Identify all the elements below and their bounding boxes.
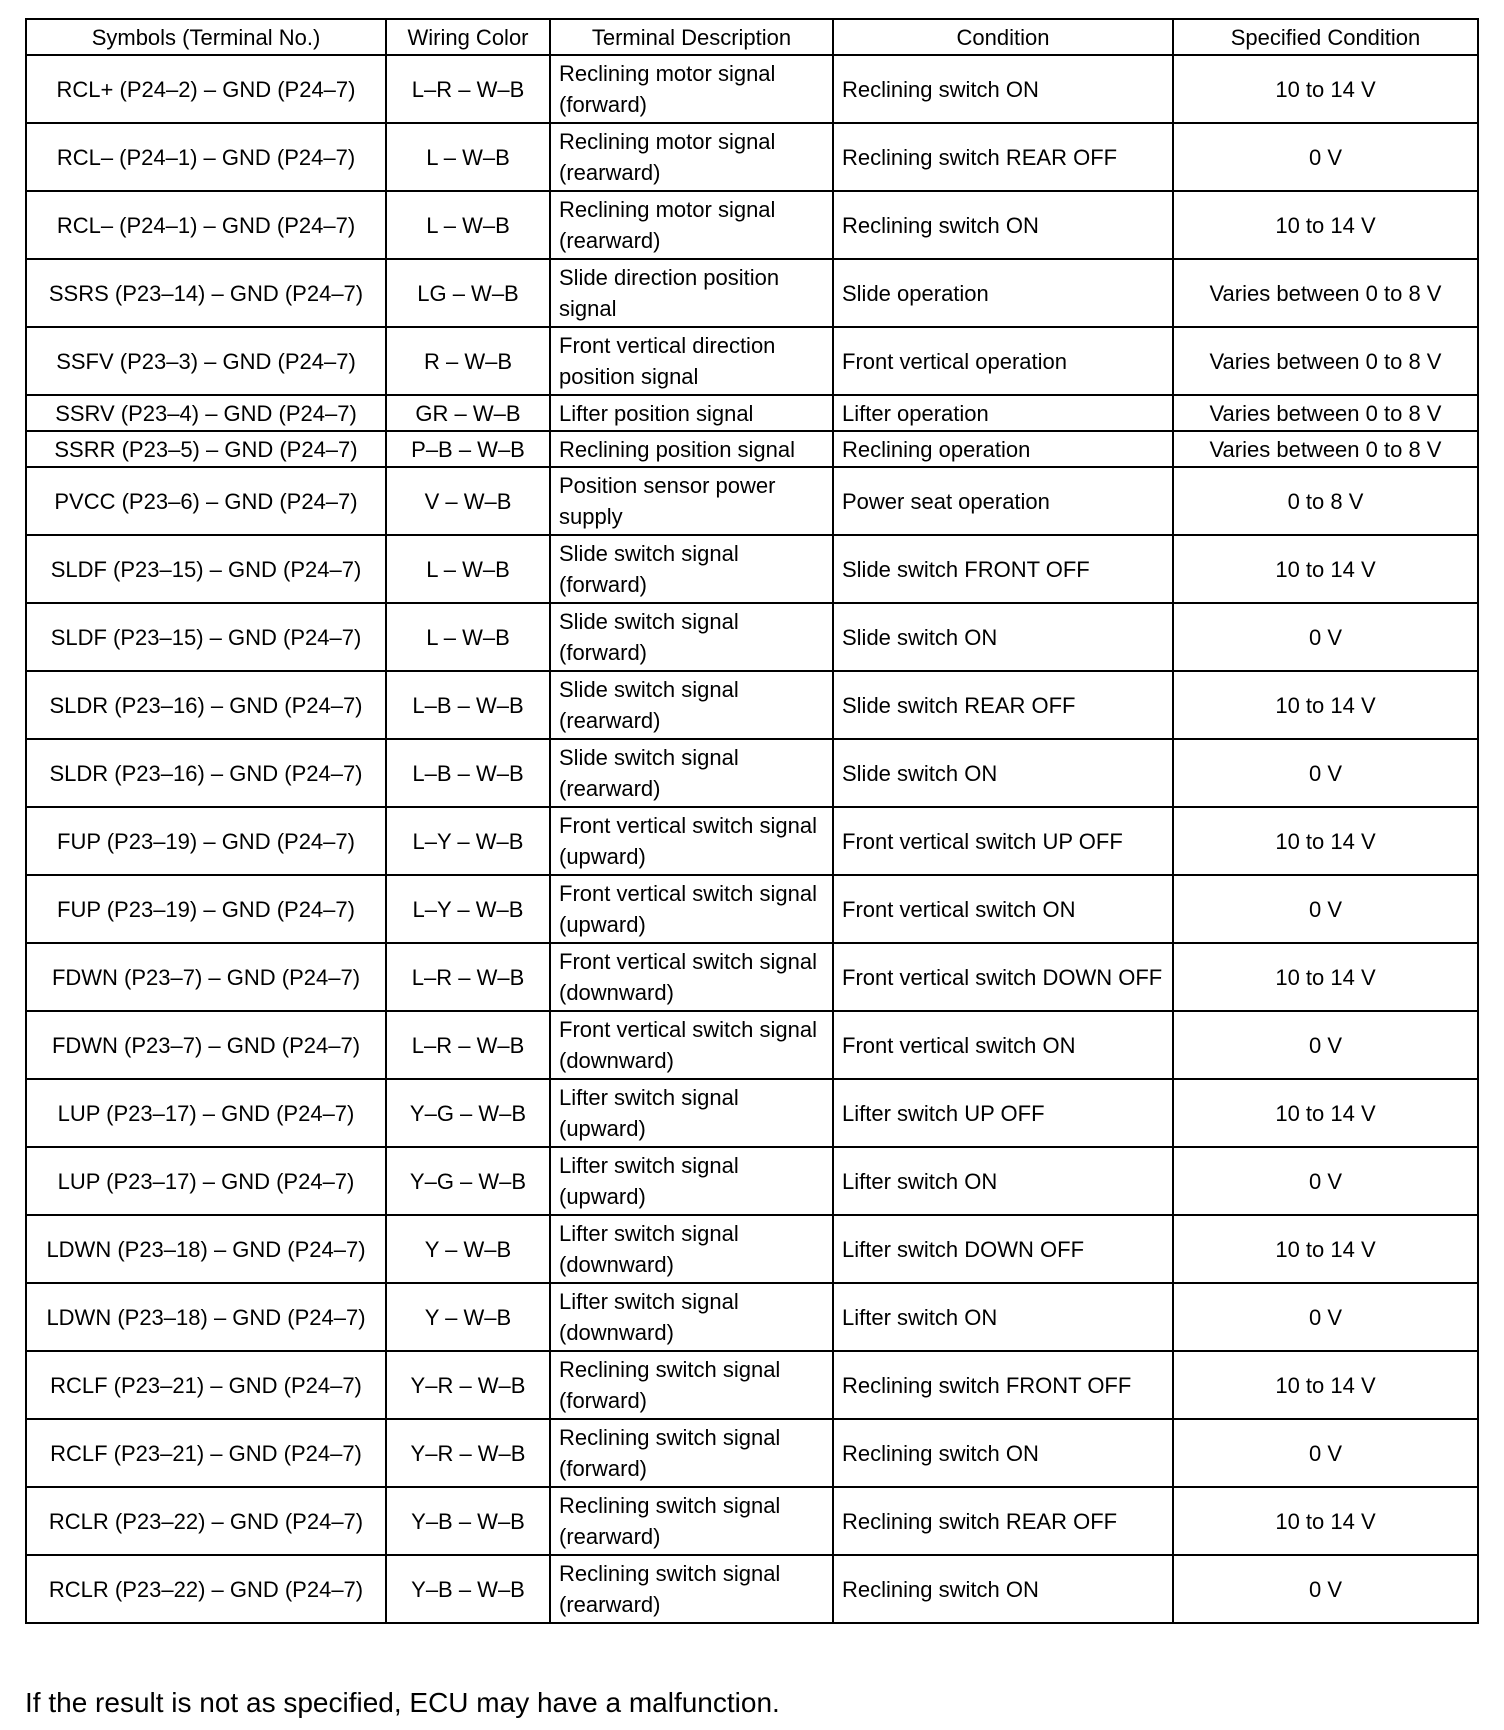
table-row [26, 191, 1478, 259]
cell-wiring-color: P–B – W–B [386, 431, 550, 467]
cell-wiring-color: Y – W–B [386, 1215, 550, 1283]
cell-wiring-color: Y–B – W–B [386, 1555, 550, 1623]
cell-condition: Slide switch FRONT OFF [833, 535, 1173, 603]
cell-terminal-description: Front vertical switch signal (upward) [550, 807, 833, 875]
cell-symbols: SSRS (P23–14) – GND (P24–7) [26, 259, 386, 327]
cell-condition: Lifter switch DOWN OFF [833, 1215, 1173, 1283]
cell-specified-condition: 0 V [1173, 875, 1478, 943]
cell-wiring-color: L–Y – W–B [386, 875, 550, 943]
cell-terminal-description: Reclining switch signal (forward) [550, 1419, 833, 1487]
cell-specified-condition: 0 to 8 V [1173, 467, 1478, 535]
cell-terminal-description: Slide switch signal (forward) [550, 603, 833, 671]
cell-specified-condition: Varies between 0 to 8 V [1173, 431, 1478, 467]
table-row [26, 1283, 1478, 1351]
cell-wiring-color: Y–G – W–B [386, 1079, 550, 1147]
cell-wiring-color: GR – W–B [386, 395, 550, 431]
cell-symbols: RCLF (P23–21) – GND (P24–7) [26, 1419, 386, 1487]
cell-condition: Reclining switch REAR OFF [833, 1487, 1173, 1555]
cell-condition: Lifter switch ON [833, 1147, 1173, 1215]
cell-condition: Reclining switch FRONT OFF [833, 1351, 1173, 1419]
cell-wiring-color: R – W–B [386, 327, 550, 395]
cell-symbols: SLDR (P23–16) – GND (P24–7) [26, 671, 386, 739]
table-row [26, 55, 1478, 123]
malfunction-footnote: If the result is not as specified, ECU may have a malfunction. [25, 1687, 780, 1718]
cell-terminal-description: Reclining motor signal (forward) [550, 55, 833, 123]
cell-wiring-color: L–R – W–B [386, 1011, 550, 1079]
header-condition: Condition [833, 19, 1173, 55]
cell-specified-condition: 10 to 14 V [1173, 535, 1478, 603]
cell-condition: Reclining switch ON [833, 55, 1173, 123]
cell-terminal-description: Slide direction position signal [550, 259, 833, 327]
cell-terminal-description: Lifter switch signal (downward) [550, 1283, 833, 1351]
table-row [26, 1147, 1478, 1215]
header-wiring-color: Wiring Color [386, 19, 550, 55]
cell-symbols: LDWN (P23–18) – GND (P24–7) [26, 1283, 386, 1351]
cell-specified-condition: 10 to 14 V [1173, 55, 1478, 123]
table-row [26, 431, 1478, 467]
cell-wiring-color: LG – W–B [386, 259, 550, 327]
cell-terminal-description: Lifter switch signal (downward) [550, 1215, 833, 1283]
cell-condition: Reclining switch REAR OFF [833, 123, 1173, 191]
cell-symbols: PVCC (P23–6) – GND (P24–7) [26, 467, 386, 535]
cell-specified-condition: 0 V [1173, 1555, 1478, 1623]
cell-condition: Reclining switch ON [833, 1419, 1173, 1487]
cell-specified-condition: 0 V [1173, 123, 1478, 191]
cell-terminal-description: Reclining motor signal (rearward) [550, 191, 833, 259]
cell-symbols: RCL+ (P24–2) – GND (P24–7) [26, 55, 386, 123]
cell-specified-condition: Varies between 0 to 8 V [1173, 395, 1478, 431]
cell-wiring-color: L–B – W–B [386, 671, 550, 739]
cell-wiring-color: V – W–B [386, 467, 550, 535]
cell-symbols: SSRR (P23–5) – GND (P24–7) [26, 431, 386, 467]
cell-condition: Lifter switch UP OFF [833, 1079, 1173, 1147]
cell-specified-condition: 0 V [1173, 1283, 1478, 1351]
cell-terminal-description: Front vertical switch signal (downward) [550, 1011, 833, 1079]
cell-terminal-description: Slide switch signal (forward) [550, 535, 833, 603]
cell-wiring-color: L–R – W–B [386, 55, 550, 123]
cell-condition: Lifter operation [833, 395, 1173, 431]
cell-terminal-description: Reclining switch signal (forward) [550, 1351, 833, 1419]
table-row [26, 671, 1478, 739]
cell-wiring-color: Y–G – W–B [386, 1147, 550, 1215]
cell-specified-condition: 10 to 14 V [1173, 807, 1478, 875]
cell-terminal-description: Reclining switch signal (rearward) [550, 1555, 833, 1623]
table-row [26, 1487, 1478, 1555]
cell-terminal-description: Lifter switch signal (upward) [550, 1079, 833, 1147]
cell-condition: Slide switch ON [833, 739, 1173, 807]
header-specified-condition: Specified Condition [1173, 19, 1478, 55]
cell-terminal-description: Reclining motor signal (rearward) [550, 123, 833, 191]
table-row [26, 467, 1478, 535]
cell-condition: Reclining switch ON [833, 191, 1173, 259]
cell-wiring-color: Y – W–B [386, 1283, 550, 1351]
cell-symbols: RCL– (P24–1) – GND (P24–7) [26, 191, 386, 259]
cell-specified-condition: 10 to 14 V [1173, 191, 1478, 259]
cell-symbols: RCL– (P24–1) – GND (P24–7) [26, 123, 386, 191]
cell-wiring-color: L – W–B [386, 535, 550, 603]
cell-condition: Front vertical switch DOWN OFF [833, 943, 1173, 1011]
cell-specified-condition: 10 to 14 V [1173, 1351, 1478, 1419]
cell-condition: Front vertical switch UP OFF [833, 807, 1173, 875]
cell-wiring-color: L – W–B [386, 191, 550, 259]
cell-wiring-color: Y–R – W–B [386, 1351, 550, 1419]
cell-symbols: RCLR (P23–22) – GND (P24–7) [26, 1555, 386, 1623]
table-row [26, 1555, 1478, 1623]
table-row [26, 875, 1478, 943]
cell-specified-condition: 10 to 14 V [1173, 1079, 1478, 1147]
terminal-voltage-table [25, 18, 1479, 1624]
cell-symbols: RCLF (P23–21) – GND (P24–7) [26, 1351, 386, 1419]
table-row [26, 1079, 1478, 1147]
cell-wiring-color: L–B – W–B [386, 739, 550, 807]
cell-condition: Front vertical switch ON [833, 1011, 1173, 1079]
table-row [26, 1419, 1478, 1487]
table-row [26, 123, 1478, 191]
cell-specified-condition: Varies between 0 to 8 V [1173, 327, 1478, 395]
cell-symbols: SSRV (P23–4) – GND (P24–7) [26, 395, 386, 431]
cell-terminal-description: Position sensor power supply [550, 467, 833, 535]
table-row [26, 535, 1478, 603]
header-symbols: Symbols (Terminal No.) [26, 19, 386, 55]
cell-condition: Slide switch REAR OFF [833, 671, 1173, 739]
cell-terminal-description: Reclining switch signal (rearward) [550, 1487, 833, 1555]
cell-specified-condition: Varies between 0 to 8 V [1173, 259, 1478, 327]
cell-specified-condition: 0 V [1173, 1011, 1478, 1079]
cell-symbols: FUP (P23–19) – GND (P24–7) [26, 807, 386, 875]
cell-condition: Lifter switch ON [833, 1283, 1173, 1351]
table-row [26, 1351, 1478, 1419]
cell-symbols: RCLR (P23–22) – GND (P24–7) [26, 1487, 386, 1555]
cell-wiring-color: Y–R – W–B [386, 1419, 550, 1487]
cell-specified-condition: 0 V [1173, 1147, 1478, 1215]
cell-terminal-description: Front vertical switch signal (upward) [550, 875, 833, 943]
header-terminal-description: Terminal Description [550, 19, 833, 55]
cell-terminal-description: Front vertical direction position signal [550, 327, 833, 395]
cell-specified-condition: 0 V [1173, 739, 1478, 807]
cell-wiring-color: L–R – W–B [386, 943, 550, 1011]
table-row [26, 395, 1478, 431]
table-row [26, 259, 1478, 327]
cell-wiring-color: L – W–B [386, 603, 550, 671]
table-row [26, 603, 1478, 671]
cell-symbols: SLDF (P23–15) – GND (P24–7) [26, 603, 386, 671]
cell-symbols: LDWN (P23–18) – GND (P24–7) [26, 1215, 386, 1283]
cell-wiring-color: Y–B – W–B [386, 1487, 550, 1555]
cell-specified-condition: 10 to 14 V [1173, 1215, 1478, 1283]
table-row [26, 327, 1478, 395]
cell-symbols: FDWN (P23–7) – GND (P24–7) [26, 1011, 386, 1079]
cell-condition: Reclining operation [833, 431, 1173, 467]
table-row [26, 1215, 1478, 1283]
cell-specified-condition: 0 V [1173, 603, 1478, 671]
cell-symbols: LUP (P23–17) – GND (P24–7) [26, 1147, 386, 1215]
cell-specified-condition: 10 to 14 V [1173, 943, 1478, 1011]
cell-symbols: LUP (P23–17) – GND (P24–7) [26, 1079, 386, 1147]
cell-wiring-color: L – W–B [386, 123, 550, 191]
cell-terminal-description: Lifter position signal [550, 395, 833, 431]
cell-condition: Slide operation [833, 259, 1173, 327]
cell-condition: Slide switch ON [833, 603, 1173, 671]
cell-symbols: FDWN (P23–7) – GND (P24–7) [26, 943, 386, 1011]
cell-condition: Reclining switch ON [833, 1555, 1173, 1623]
cell-condition: Front vertical switch ON [833, 875, 1173, 943]
cell-terminal-description: Slide switch signal (rearward) [550, 739, 833, 807]
cell-wiring-color: L–Y – W–B [386, 807, 550, 875]
cell-symbols: SSFV (P23–3) – GND (P24–7) [26, 327, 386, 395]
cell-specified-condition: 10 to 14 V [1173, 1487, 1478, 1555]
table-row [26, 943, 1478, 1011]
table-row [26, 1011, 1478, 1079]
table-header-row [26, 19, 1478, 55]
cell-condition: Front vertical operation [833, 327, 1173, 395]
table-row [26, 739, 1478, 807]
cell-symbols: FUP (P23–19) – GND (P24–7) [26, 875, 386, 943]
cell-terminal-description: Slide switch signal (rearward) [550, 671, 833, 739]
cell-terminal-description: Reclining position signal [550, 431, 833, 467]
cell-terminal-description: Lifter switch signal (upward) [550, 1147, 833, 1215]
cell-specified-condition: 0 V [1173, 1419, 1478, 1487]
cell-condition: Power seat operation [833, 467, 1173, 535]
cell-symbols: SLDF (P23–15) – GND (P24–7) [26, 535, 386, 603]
table-row [26, 807, 1478, 875]
cell-terminal-description: Front vertical switch signal (downward) [550, 943, 833, 1011]
cell-specified-condition: 10 to 14 V [1173, 671, 1478, 739]
cell-symbols: SLDR (P23–16) – GND (P24–7) [26, 739, 386, 807]
